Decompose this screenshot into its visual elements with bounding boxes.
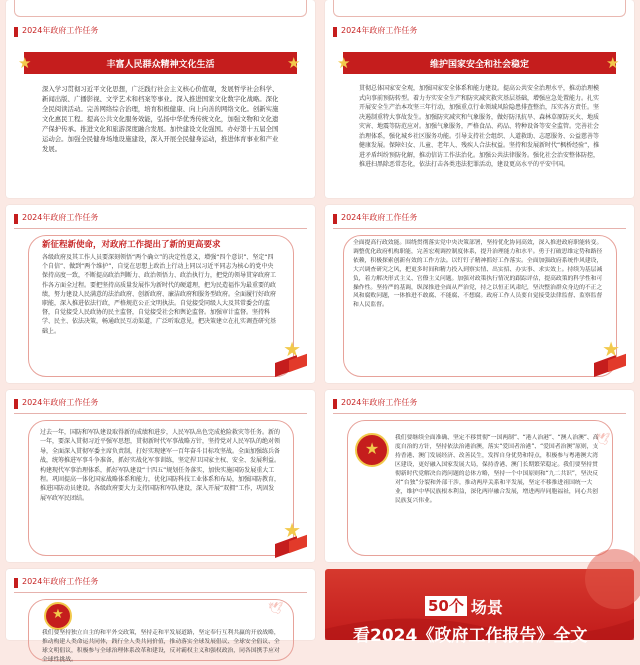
dove-icon: 🕊 xyxy=(268,601,284,615)
slide-header xyxy=(6,18,315,42)
header-bar xyxy=(14,27,18,37)
star-icon: ★ xyxy=(606,54,620,72)
slide-header xyxy=(6,569,315,593)
cover-banner[interactable] xyxy=(325,569,634,646)
header-title: 2024年政府工作任务 xyxy=(22,26,99,35)
slide-header xyxy=(325,205,634,229)
header-title: 2024年政府工作任务 xyxy=(22,398,99,407)
header-bar xyxy=(14,214,18,224)
star-emblem-icon: ★ xyxy=(44,602,72,630)
banner-title xyxy=(425,595,503,617)
header-bar xyxy=(14,399,18,409)
header-bar xyxy=(333,399,337,409)
slide-6[interactable] xyxy=(325,390,634,562)
slide-header xyxy=(325,18,634,42)
header-divider xyxy=(14,413,307,414)
slide-3[interactable] xyxy=(6,205,315,383)
ribbon-title: 丰富人民群众精神文化生活 xyxy=(106,59,215,70)
header-title: 2024年政府工作任务 xyxy=(22,577,99,586)
slide-body-text: 过去一年，国防和军队建设取得新的成绩和进步，人民军队出色完成抢险救灾等任务。新的一年，要深入贯彻习近平强军思想，贯彻新时代军事战略方针，坚持党对人民军队的绝对领导，全面深入贯彻军委主席负责制，打好实现建军一百年奋斗目标攻坚战。全面加强练兵备战，统筹推进军事斗争准备，抓好实战化军事训练，坚定捍卫国家主权、安全、发展利益。构建现代军事治理体系，抓好军队建设“十四五”规划任务落实，加快实施国防发展重大工程。巩固提高一体化国家战略体系和能力，优化国防科技工业体系和布局，加强国防教育，推进国防动员建设。各级政府要大力支持国防和军队建设，深入开展“双拥”工作，巩固发展军政军民团结。 xyxy=(40,429,281,502)
dove-icon: 🕊 xyxy=(595,432,611,446)
section-ribbon xyxy=(18,52,301,74)
star-icon: ★ xyxy=(337,54,351,72)
slide-body-text: 贯彻总体国家安全观，加强国家安全体系和能力建设。提高公共安全治理水平，推动治理模式向事前预防转型。着力夯实安全生产和防灾减灾救灾基层基础，增强应急处置能力。扎实开展安全生产治本攻坚三年行动，加强重点行业领域风险隐患排查整治，压实各方责任。坚决遏制重特大事故发生。加强防灾减灾和气象服务，做好防汛抗旱、森林草原防灭火、地质灾害、地震等防范应对。加强气象服务，严格食品、药品、特种设备等安全监管。完善社会治理体系，强化城乡社区服务功能。引导支持社会组织、人道救助、志愿服务、公益慈善等健康发展。保障妇女、儿童、老年人、残疾人合法权益。坚持和发展新时代“枫桥经验”，推进矛盾纠纷预防化解，推动信访工作法治化。加强公共法律服务。强化社会治安整体防控，推进扫黑除恶常态化，依法打击各类违法犯罪活动，建设更高水平的平安中国。 xyxy=(359,85,600,168)
slide-body-text: 我们要继续全面准确、坚定不移贯彻“一国两制”、“港人治港”、“澳人治澳”、高度自治的方针，坚持依法治港治澳，落实“爱国者治港”、“爱国者治澳”原则，支持香港、澳门发展经济、改善民生，发挥自身优势和特点，积极参与粤港澳大湾区建设，更好融入国家发展大局，保持香港、澳门长期繁荣稳定。我们要坚持贯彻新时代党解决台湾问题的总体方略，坚持一个中国原则和“九二共识”，坚决反对“台独”分裂和外部干涉，推动两岸关系和平发展，坚定不移推进祖国统一大业，维护中华民族根本利益，深化两岸融合发展，增进两岸同胞福祉，同心共创民族复兴伟业。 xyxy=(395,435,599,504)
stars-icon: ★ xyxy=(283,518,301,542)
header-title: 2024年政府工作任务 xyxy=(341,213,418,222)
header-title: 2024年政府工作任务 xyxy=(341,26,418,35)
header-title: 2024年政府工作任务 xyxy=(341,398,418,407)
slide-body-text: 各级政府及其工作人员要深刻领悟“两个确立”的决定性意义，增强“四个意识”、坚定“四个自信”、做到“两个维护”，自觉在思想上政治上行动上同以习近平同志为核心的党中央保持高度一致，不断提高政治判断力、政治领悟力、政治执行力，把党的领导贯穿政府工作各方面全过程。要把坚持高质量发展作为新时代的硬道理，把为民造福作为最重要的政绩，努力建设人民满意的法治政府、创新政府、廉洁政府和服务型政府。全面履行好政府职能，深入推进依法行政，严格规范公正文明执法。自觉接受同级人大及其常委会的监督，自觉接受人民政协的民主监督，自觉接受社会和舆论监督。加强审计监督。坚持科学、民主、依法决策，畅通政民互动渠道，广泛听取意见，把决策建立在扎实调查研究基础上。 xyxy=(42,254,277,335)
section-ribbon xyxy=(337,52,620,74)
slide-top-frame xyxy=(14,0,307,17)
slide-4[interactable] xyxy=(325,205,634,383)
header-divider xyxy=(14,228,307,229)
slide-body-text: 我们要坚持独立自主的和平外交政策，坚持走和平发展道路，坚定奉行互利共赢的开放战略，推动构建人类命运共同体，践行全人类共同价值，推动落实全球发展倡议、全球安全倡议、全球文明倡议，积极参与全球治理体系改革和建设，反对霸权主义和强权政治，同各国携手应对全球性挑战。 xyxy=(42,630,280,663)
header-divider xyxy=(14,592,307,593)
slide-header xyxy=(6,205,315,229)
slide-2[interactable] xyxy=(325,0,634,198)
ribbon-title: 维护国家安全和社会稳定 xyxy=(429,59,529,70)
header-bar xyxy=(333,27,337,37)
slide-5[interactable] xyxy=(6,390,315,562)
star-emblem-icon: ★ xyxy=(355,433,389,467)
slide-top-frame xyxy=(333,0,626,17)
header-title: 2024年政府工作任务 xyxy=(22,213,99,222)
slide-subheading: 新征程新使命，对政府工作提出了新的更高要求 xyxy=(42,240,221,250)
stars-icon: ★ xyxy=(283,337,301,361)
slide-header xyxy=(325,390,634,414)
slide-body xyxy=(42,239,278,369)
banner-title-number: 50个 xyxy=(425,596,467,616)
slide-body-text: 深入学习贯彻习近平文化思想，广泛践行社会主义核心价值观，发展哲学社会科学、新闻出版、广播影视、文学艺术和档案等事业。深入推进国家文化数字化战略。深化全民阅读活动。完善网络综合治理，培育积极健康、向上向善的网络文化。创新实施文化惠民工程。提高公共文化服务效能，弘扬中华优秀传统文化，加强文物和文化遗产保护传承。推进文化和旅游深度融合发展。加快建设文化强国。办好第十五届全国运动会。加强全民健身场地设施建设，深入开展全民健身运动，推进体育事业和产业发展。 xyxy=(42,85,279,153)
slide-header xyxy=(6,390,315,414)
header-divider xyxy=(333,413,626,414)
slide-1[interactable] xyxy=(6,0,315,198)
slide-7[interactable] xyxy=(6,569,315,663)
header-bar xyxy=(14,578,18,588)
banner-subtitle: 看2024《政府工作报告》全文 xyxy=(353,626,588,646)
header-bar xyxy=(333,214,337,224)
star-icon: ★ xyxy=(287,54,301,72)
slide-body-text: 全面提高行政效能。围绕贯彻落实党中央决策部署，坚持优化协同高效，深入推进政府职能转变。调整优化政府机构职能，完善宏观调控制度体系，提升治理能力和水平。勇于打破思维定势和路径依赖，积极探索创新有效的工作方法。以钉钉子精神抓好工作落实。全面加强政府系统作风建设，大兴调查研究之风，把更多时间和精力投入到察实情、出实招、办实事、求实效上。持续为基层减负，着力解决形式主义、官僚主义问题。加强对政策执行情况的跟踪评估，提高政策的科学性和可操作性。坚持严的基调，纵深推进全面从严治党，持之以恒正风肃纪，坚决整治群众身边的不正之风和腐败问题，一体推进不敢腐、不能腐、不想腐。政府工作人员要自觉接受法律监督、监察监督和人民监督。 xyxy=(353,240,603,309)
banner-title-rest: 场景 xyxy=(470,597,503,617)
stars-icon: ★ xyxy=(602,337,620,361)
header-divider xyxy=(333,228,626,229)
star-icon: ★ xyxy=(18,54,32,72)
